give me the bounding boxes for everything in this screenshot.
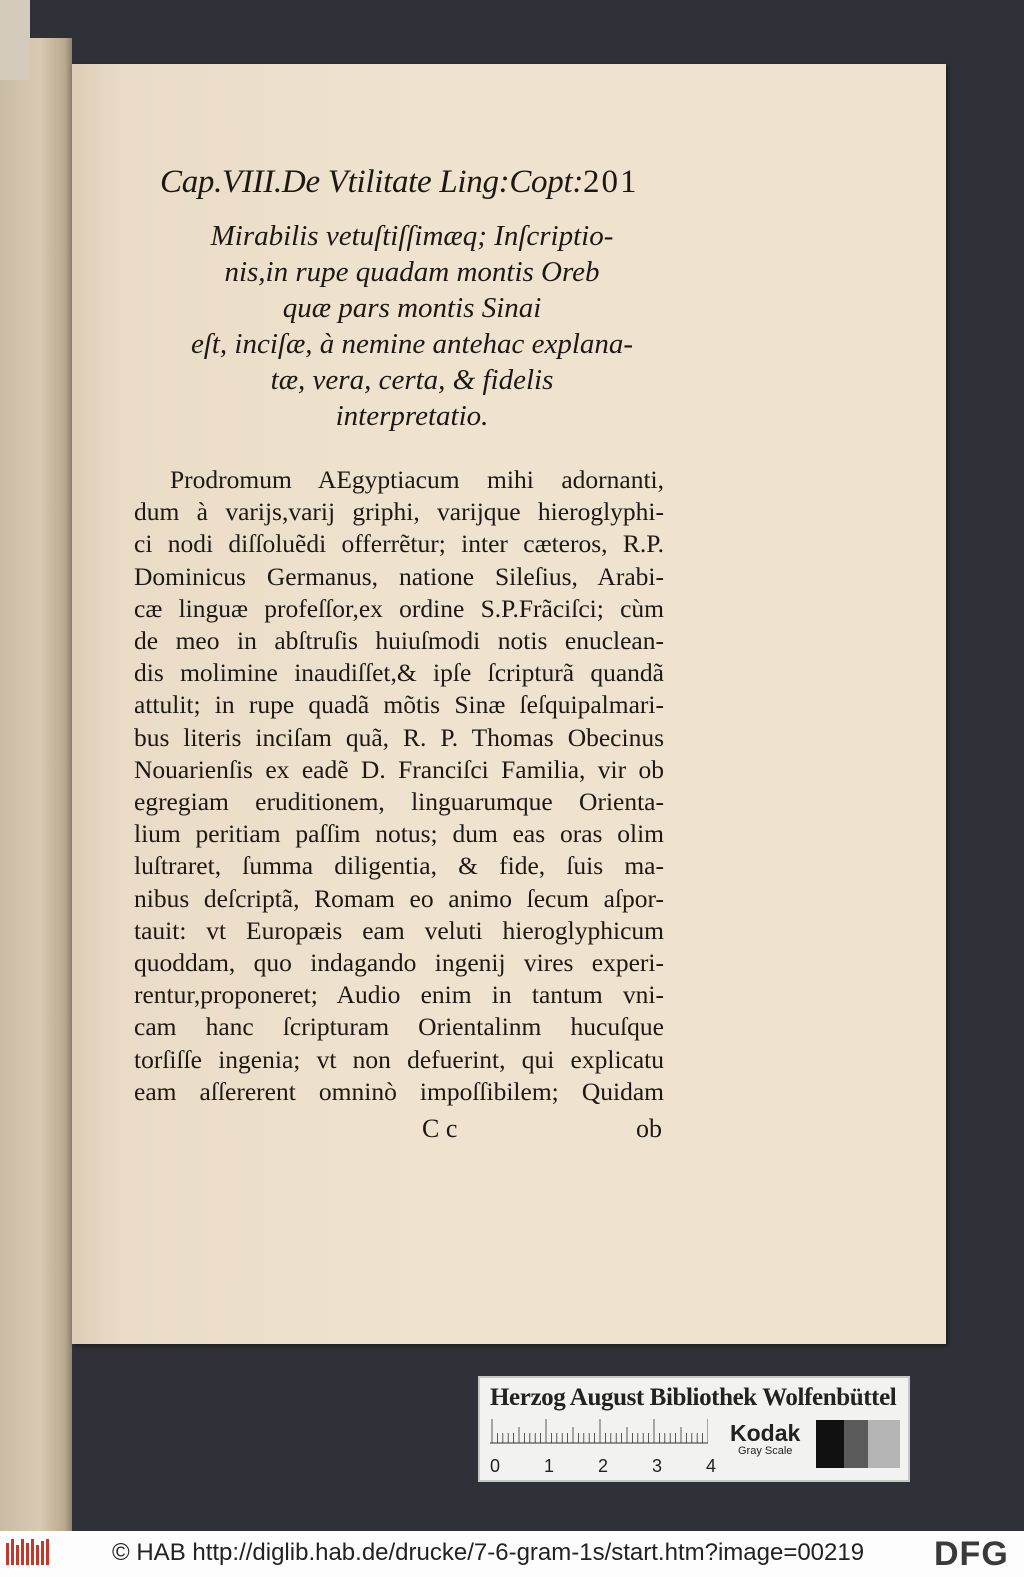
title-line: Mirabilis vetuſtiſſimæq; Inſcriptio-: [210, 220, 614, 252]
gray-patches: [816, 1420, 900, 1468]
ruler-number: 2: [598, 1456, 609, 1476]
catch-line: [422, 1114, 662, 1146]
ruler-number: 0: [490, 1456, 501, 1476]
signature-mark: C c: [422, 1114, 458, 1143]
title-line: nis,in rupe quadam montis Oreb: [224, 256, 600, 288]
dfg-logo: DFG: [934, 1535, 1009, 1573]
title-line: eſt, inciſæ, à nemine antehac explana-: [190, 328, 634, 360]
previous-page-corner: [0, 0, 30, 80]
title-line: interpretatio.: [335, 400, 489, 432]
previous-page-edge: [0, 38, 72, 1538]
body-line: Dominicus Germanus, natione Sileſius, Arabi-: [134, 561, 664, 591]
body-paragraph: [134, 464, 664, 1108]
page-number: 201: [583, 164, 639, 200]
body-line: de meo in abſtruſis huiuſmodi notis enuclean-: [134, 626, 664, 656]
body-line: Prodromum AEgyptiacum mihi adornanti,: [170, 465, 664, 494]
hab-logo-icon: [6, 1537, 50, 1569]
kodak-label: Kodak: [730, 1420, 801, 1446]
catchword: ob: [636, 1114, 662, 1143]
book-page: [72, 64, 946, 1344]
body-line: torſiſſe ingenia; vt non defuerint, qui explicatu: [134, 1044, 664, 1074]
body-line: rentur,proponeret; Audio enim in tantum vni-: [134, 980, 664, 1010]
ruler-number: 1: [544, 1456, 555, 1476]
ruler-numbers: [488, 1456, 718, 1478]
body-line: dum à varijs,varij griphi, varijque hieroglyphi-: [134, 497, 664, 527]
footer-copyright-link[interactable]: © HAB http://diglib.hab.de/drucke/7-6-gram-1s/start.htm?image=00219: [112, 1539, 865, 1566]
footer-bar: [0, 1531, 1024, 1577]
body-line: egregiam eruditionem, linguarumque Orienta-: [134, 787, 664, 817]
title-line: tæ, vera, certa, & fidelis: [270, 364, 554, 396]
gray-patch: [844, 1420, 868, 1468]
body-line: nibus deſcriptã, Romam eo animo ſecum aſpor-: [134, 883, 664, 913]
body-line: cam hanc ſcripturam Orientalinm hucuſque: [134, 1012, 664, 1042]
body-line: tauit: vt Europæis eam veluti hieroglyphicum: [134, 915, 664, 945]
body-line: Nouarienſis ex eadẽ D. Franciſci Familia, vir ob: [134, 754, 664, 784]
ruler-number: 4: [706, 1456, 717, 1476]
running-head-title: Cap.VIII.De Vtilitate Ling:Copt:: [160, 164, 584, 200]
ruler-scale: [490, 1418, 708, 1444]
color-reference-card: [478, 1376, 910, 1482]
body-line: dis molimine inaudiſſet,& ipſe ſcripturã quandã: [134, 658, 664, 688]
inscription-title: [162, 218, 662, 434]
body-line: bus literis inciſam quã, R. P. Thomas Obecinus: [134, 722, 664, 752]
body-line: eam aſſererent omninò impoſſibilem; Quidam: [134, 1076, 664, 1106]
body-line: luſtraret, ſumma diligentia, & fide, ſuis ma-: [134, 851, 664, 881]
body-line: attulit; in rupe quadã mõtis Sinæ ſeſquipalmari-: [134, 690, 664, 720]
gray-patch: [816, 1420, 844, 1468]
title-line: quæ pars montis Sinai: [282, 292, 542, 324]
body-line: lium peritiam paſſim notus; dum eas oras olim: [134, 819, 664, 849]
ruler-number: 3: [652, 1456, 663, 1476]
body-line: ci nodi diſſoluẽdi offerrẽtur; inter cæteros, R.P.: [134, 529, 664, 559]
body-line: quoddam, quo indagando ingenij vires experi-: [134, 948, 664, 978]
card-title: Herzog August Bibliothek Wolfenbüttel: [490, 1384, 897, 1411]
body-line: cæ linguæ profeſſor,ex ordine S.P.Frãciſci; cùm: [134, 593, 664, 623]
gray-patch: [868, 1420, 900, 1468]
gray-scale-label: Gray Scale: [738, 1445, 793, 1457]
running-head: [160, 164, 720, 201]
